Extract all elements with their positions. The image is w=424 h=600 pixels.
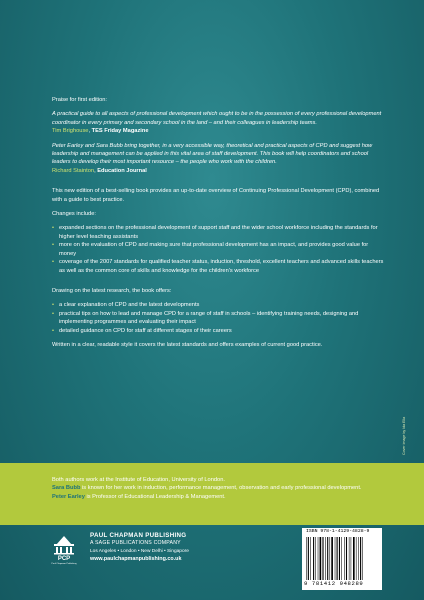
quote-author: Tim Brighouse (52, 128, 89, 135)
barcode-bar (331, 537, 333, 580)
barcode-bar (351, 537, 352, 580)
pcp-logo-text: PCP (57, 556, 71, 562)
publisher-info (90, 531, 250, 563)
author-bio (52, 476, 372, 501)
author-bio-lead: Both authors work at the Institute of Education, University of London. (52, 477, 225, 483)
list-item: • detailed guidance on CPD for staff at different stages of their careers (52, 327, 386, 335)
barcode-bar (346, 537, 347, 580)
publisher-url[interactable]: www.paulchapmanpublishing.co.uk (90, 556, 182, 562)
quote-attribution (52, 127, 386, 135)
barcode-bar (356, 537, 357, 580)
offers-list (52, 301, 386, 335)
list-item: • practical tips on how to lead and manage CPD for a range of staff in schools – identifying training needs, designing and implementing programmes and evaluating their impact (52, 310, 386, 327)
author-bio-text: is Professor of Educational Leadership & Management. (84, 493, 226, 500)
closing-paragraph: Written in a clear, readable style it covers the latest standards and offers examples of current good practice. (52, 341, 323, 348)
barcode-bar (358, 537, 359, 580)
barcode-bar (320, 537, 322, 580)
list-item: • more on the evaluation of CPD and making sure that professional development has an impact, and provides good value for money (52, 241, 386, 258)
barcode-bar (306, 537, 307, 580)
barcode-bar (325, 537, 326, 580)
barcode-bar (308, 537, 309, 580)
barcode-bar (362, 537, 363, 580)
barcode-bar (310, 537, 311, 580)
offers-heading: Drawing on the latest research, the book offers: (52, 287, 172, 294)
publisher-cities: Los Angeles • London • New Delhi • Singapore (90, 548, 189, 554)
barcode-bar (349, 537, 350, 580)
attribution-separator: , (88, 128, 92, 135)
quote-text: Peter Earley and Sara Bubb bring together, in a very accessible way, theoretical and practical aspects of CPD and suggest how leadership and management can be applied in this vital area of staff development. This book will help coordinators and school leaders to develop their most important resource – the people who work with the children. (52, 142, 373, 166)
barcode-bar (344, 537, 345, 580)
list-item: • coverage of the 2007 standards for qualified teacher status, induction, threshold, excellent teachers and advanced skills teachers as well as the common core of skills and knowledge for the children’s workforce (52, 258, 386, 275)
barcode-bar (339, 537, 340, 580)
barcode-bar (322, 537, 323, 580)
list-item: • a clear explanation of CPD and the latest developments (52, 301, 386, 309)
quote-attribution (52, 167, 386, 175)
pcp-logo-icon (50, 533, 78, 565)
barcode-icon (306, 537, 378, 580)
barcode-bar (313, 537, 314, 580)
list-item: • expanded sections on the professional development of support staff and the wider school workforce including the standards for higher level teaching assistants (52, 224, 386, 241)
barcode-bar (341, 537, 342, 580)
quote-author: Richard Stainton (52, 167, 95, 174)
barcode-bar (360, 537, 361, 580)
intro-paragraph: This new edition of a best-selling book provides an up-to-date overview of Continuing Professional Development (CPD), combined with a guide to best practice. (52, 188, 380, 203)
author-bio-text: is known for her work in induction, performance management, observation and early professional development. (80, 485, 362, 492)
author-name: Peter Earley (52, 493, 85, 500)
barcode-bar (335, 537, 336, 580)
barcode-box (302, 528, 382, 590)
quote-text: A practical guide to all aspects of professional development which ought to be in the possession of every professional development coordinator in every primary and secondary school in the land – and their colleagues in leadership teams. (52, 111, 382, 126)
attribution-separator: , (94, 167, 98, 174)
quote-publication: TES Friday Magazine (91, 128, 149, 135)
cover-text (52, 96, 386, 349)
barcode-bar (337, 537, 338, 580)
changes-list (52, 224, 386, 274)
barcode-bar (353, 537, 355, 580)
author-name: Sara Bubb (52, 485, 81, 492)
quote-publication: Education Journal (97, 167, 147, 174)
barcode-number: 9 781412 948289 (304, 580, 364, 587)
isbn-text: ISBN 978-1-4129-4828-9 (306, 529, 370, 534)
barcode-bar (315, 537, 316, 580)
publisher-name: PAUL CHAPMAN PUBLISHING (90, 532, 187, 539)
publisher-company: A SAGE PUBLICATIONS COMPANY (90, 540, 181, 546)
cover-image-credit: Cover image by Ida Ella (402, 416, 406, 455)
praise-heading: Praise for first edition: (52, 97, 108, 103)
pcp-logo-caption: Paul Chapman Publishing (51, 563, 77, 565)
barcode-bar (330, 537, 331, 580)
barcode-bar (318, 537, 319, 580)
barcode-bar (327, 537, 328, 580)
changes-heading: Changes include: (52, 211, 96, 218)
